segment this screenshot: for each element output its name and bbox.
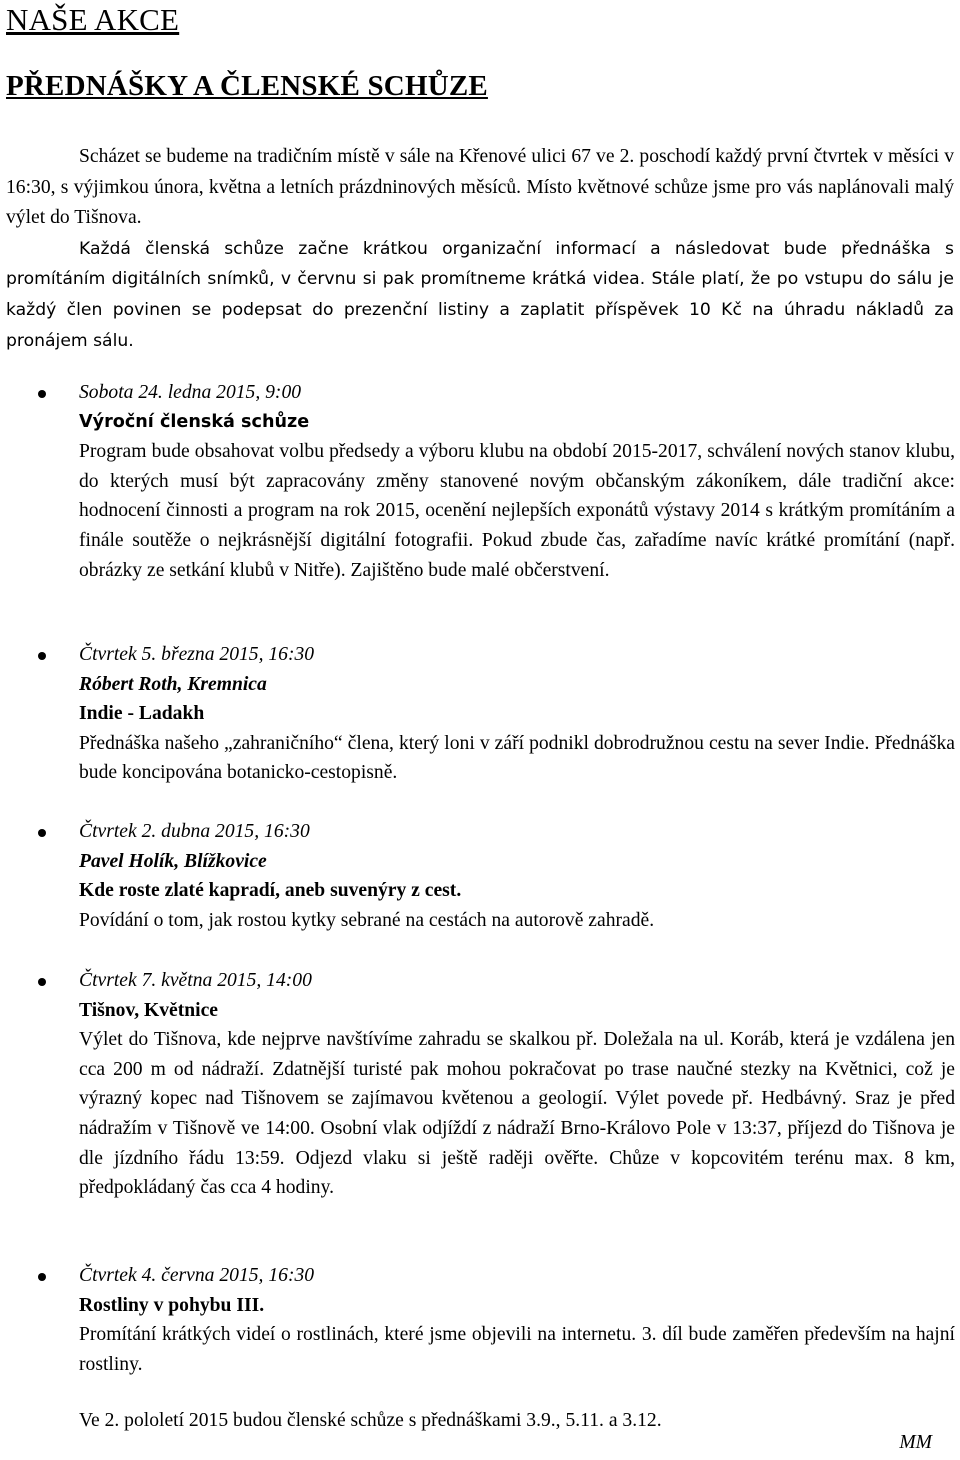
event-date: Čtvrtek 5. března 2015, 16:30 xyxy=(79,644,315,665)
section-title: PŘEDNÁŠKY A ČLENSKÉ SCHŮZE xyxy=(6,70,488,102)
page-heading: NAŠE AKCE xyxy=(6,2,180,37)
event-date: Čtvrtek 2. dubna 2015, 16:30 xyxy=(79,821,310,842)
event-content xyxy=(79,966,955,1203)
event-title: Indie - Ladakh xyxy=(79,703,205,725)
event-speaker: Róbert Roth, Kremnica xyxy=(79,673,267,695)
event-content xyxy=(79,378,955,585)
signature: MM xyxy=(899,1432,932,1453)
bullet-icon xyxy=(38,1273,46,1281)
bullet-icon xyxy=(38,978,46,986)
event-description: Povídání o tom, jak rostou kytky sebrané na cestách na autorově zahradě. xyxy=(79,909,655,931)
event-description: Program bude obsahovat volbu předsedy a výboru klubu na období 2015-2017, schválení nových stanov klubu, do kterých musí být zapracovány změny stanovené novým občanským zákoníkem, dále tradiční akce: hodnocení činnosti a program na rok 2015, ocenění nejlepších exponátů výstavy 2014 s krátkým promítáním a finále soutěže o nejkrásnější digitální fotografii. Pokud zbude čas, zařadíme navíc krátké promítání (např. obrázky ze setkání klubů v Nitře). Zajištěno bude malé občerstvení. xyxy=(79,441,955,581)
event-date: Čtvrtek 4. června 2015, 16:30 xyxy=(79,1265,315,1286)
event-title: Tišnov, Květnice xyxy=(79,999,218,1021)
event-content xyxy=(79,1261,955,1379)
event-description: Výlet do Tišnova, kde nejprve navštívíme zahradu se skalkou př. Doležala na ul. Koráb, která je vzdálena jen cca 200 m od nádraží. Zdatnější turisté pak mohou pokračovat po trase naučné stezky na Květnici, což je výrazný kopec nad Tišnovem se zajímavou květenou a geologií. Výlet povede př. Hedbávný. Sraz je před nádražím v Tišnově ve 14:00. Osobní vlak odjíždí z nádraží Brno-Královo Pole v 13:37, příjezd do Tišnova je dle jízdního řádu 13:59. Odjezd vlaku si ještě raději ověřte. Chůze v kopcovitém terénu max. 8 km, předpokládaný čas cca 4 hodiny. xyxy=(79,1029,955,1199)
event-date: Čtvrtek 7. května 2015, 14:00 xyxy=(79,970,312,991)
event-speaker: Pavel Holík, Blížkovice xyxy=(79,850,267,872)
intro-text-2: Každá členská schůze začne krátkou organizační informací a následovat bude přednáška s promítáním digitálních snímků, v červnu si pak promítneme krátká videa. Stále platí, že po vstupu do sálu je každý člen povinen se podepsat do prezenční listiny a zaplatit příspěvek 10 Kč na úhradu nákladů za pronájem sálu. xyxy=(6,238,954,351)
event-title: Výroční členská schůze xyxy=(79,411,310,432)
event-content xyxy=(79,640,955,788)
event-description: Promítání krátkých videí o rostlinách, které jsme objevili na internetu. 3. díl bude zaměřen především na hajní rostliny. xyxy=(79,1324,955,1375)
bullet-icon xyxy=(38,829,46,837)
footer-note: Ve 2. pololetí 2015 budou členské schůze s přednáškami 3.9., 5.11. a 3.12. xyxy=(79,1410,662,1431)
intro-text-1: Scházet se budeme na tradičním místě v sále na Křenové ulici 67 ve 2. poschodí každý první čtvrtek v měsíci v 16:30, s výjimkou února, května a letních prázdninových měsíců. Místo květnové schůze jsme pro vás naplánovali malý výlet do Tišnova. xyxy=(6,146,954,229)
event-description: Přednáška našeho „zahraničního“ člena, který loni v září podnikl dobrodružnou cestu na sever Indie. Přednáška bude koncipována botanicko-cestopisně. xyxy=(79,732,955,784)
event-date: Sobota 24. ledna 2015, 9:00 xyxy=(79,382,302,403)
event-title: Rostliny v pohybu III. xyxy=(79,1294,265,1316)
bullet-icon xyxy=(38,390,46,398)
event-content xyxy=(79,817,955,935)
bullet-icon xyxy=(38,652,46,660)
event-title: Kde roste zlaté kapradí, aneb suvenýry z cest. xyxy=(79,880,462,902)
intro-paragraph xyxy=(6,142,954,356)
